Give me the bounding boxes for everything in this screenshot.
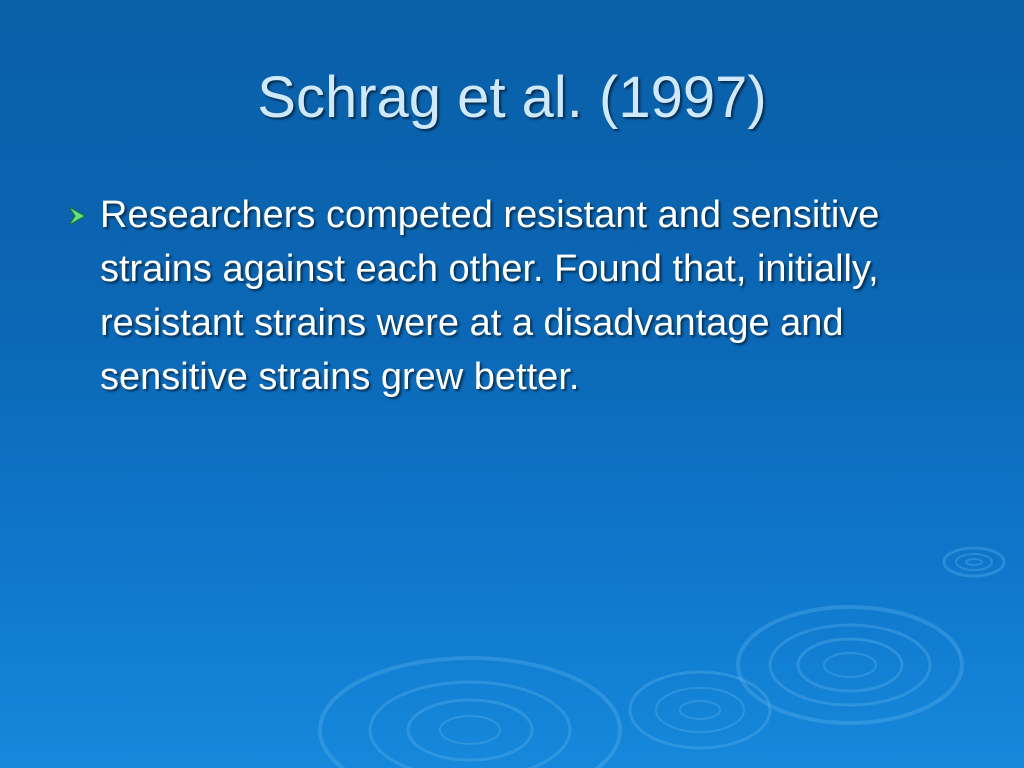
bullet-text: Researchers competed resistant and sensitive strains against each other. Found that, initially, resistant strains were at a disadvantage and sensitive strains grew better.	[100, 194, 880, 398]
slide-title: Schrag et al. (1997)	[257, 65, 767, 130]
bullet-item	[60, 188, 980, 404]
arrow-bullet-icon	[66, 205, 88, 227]
slide-body	[60, 188, 980, 404]
